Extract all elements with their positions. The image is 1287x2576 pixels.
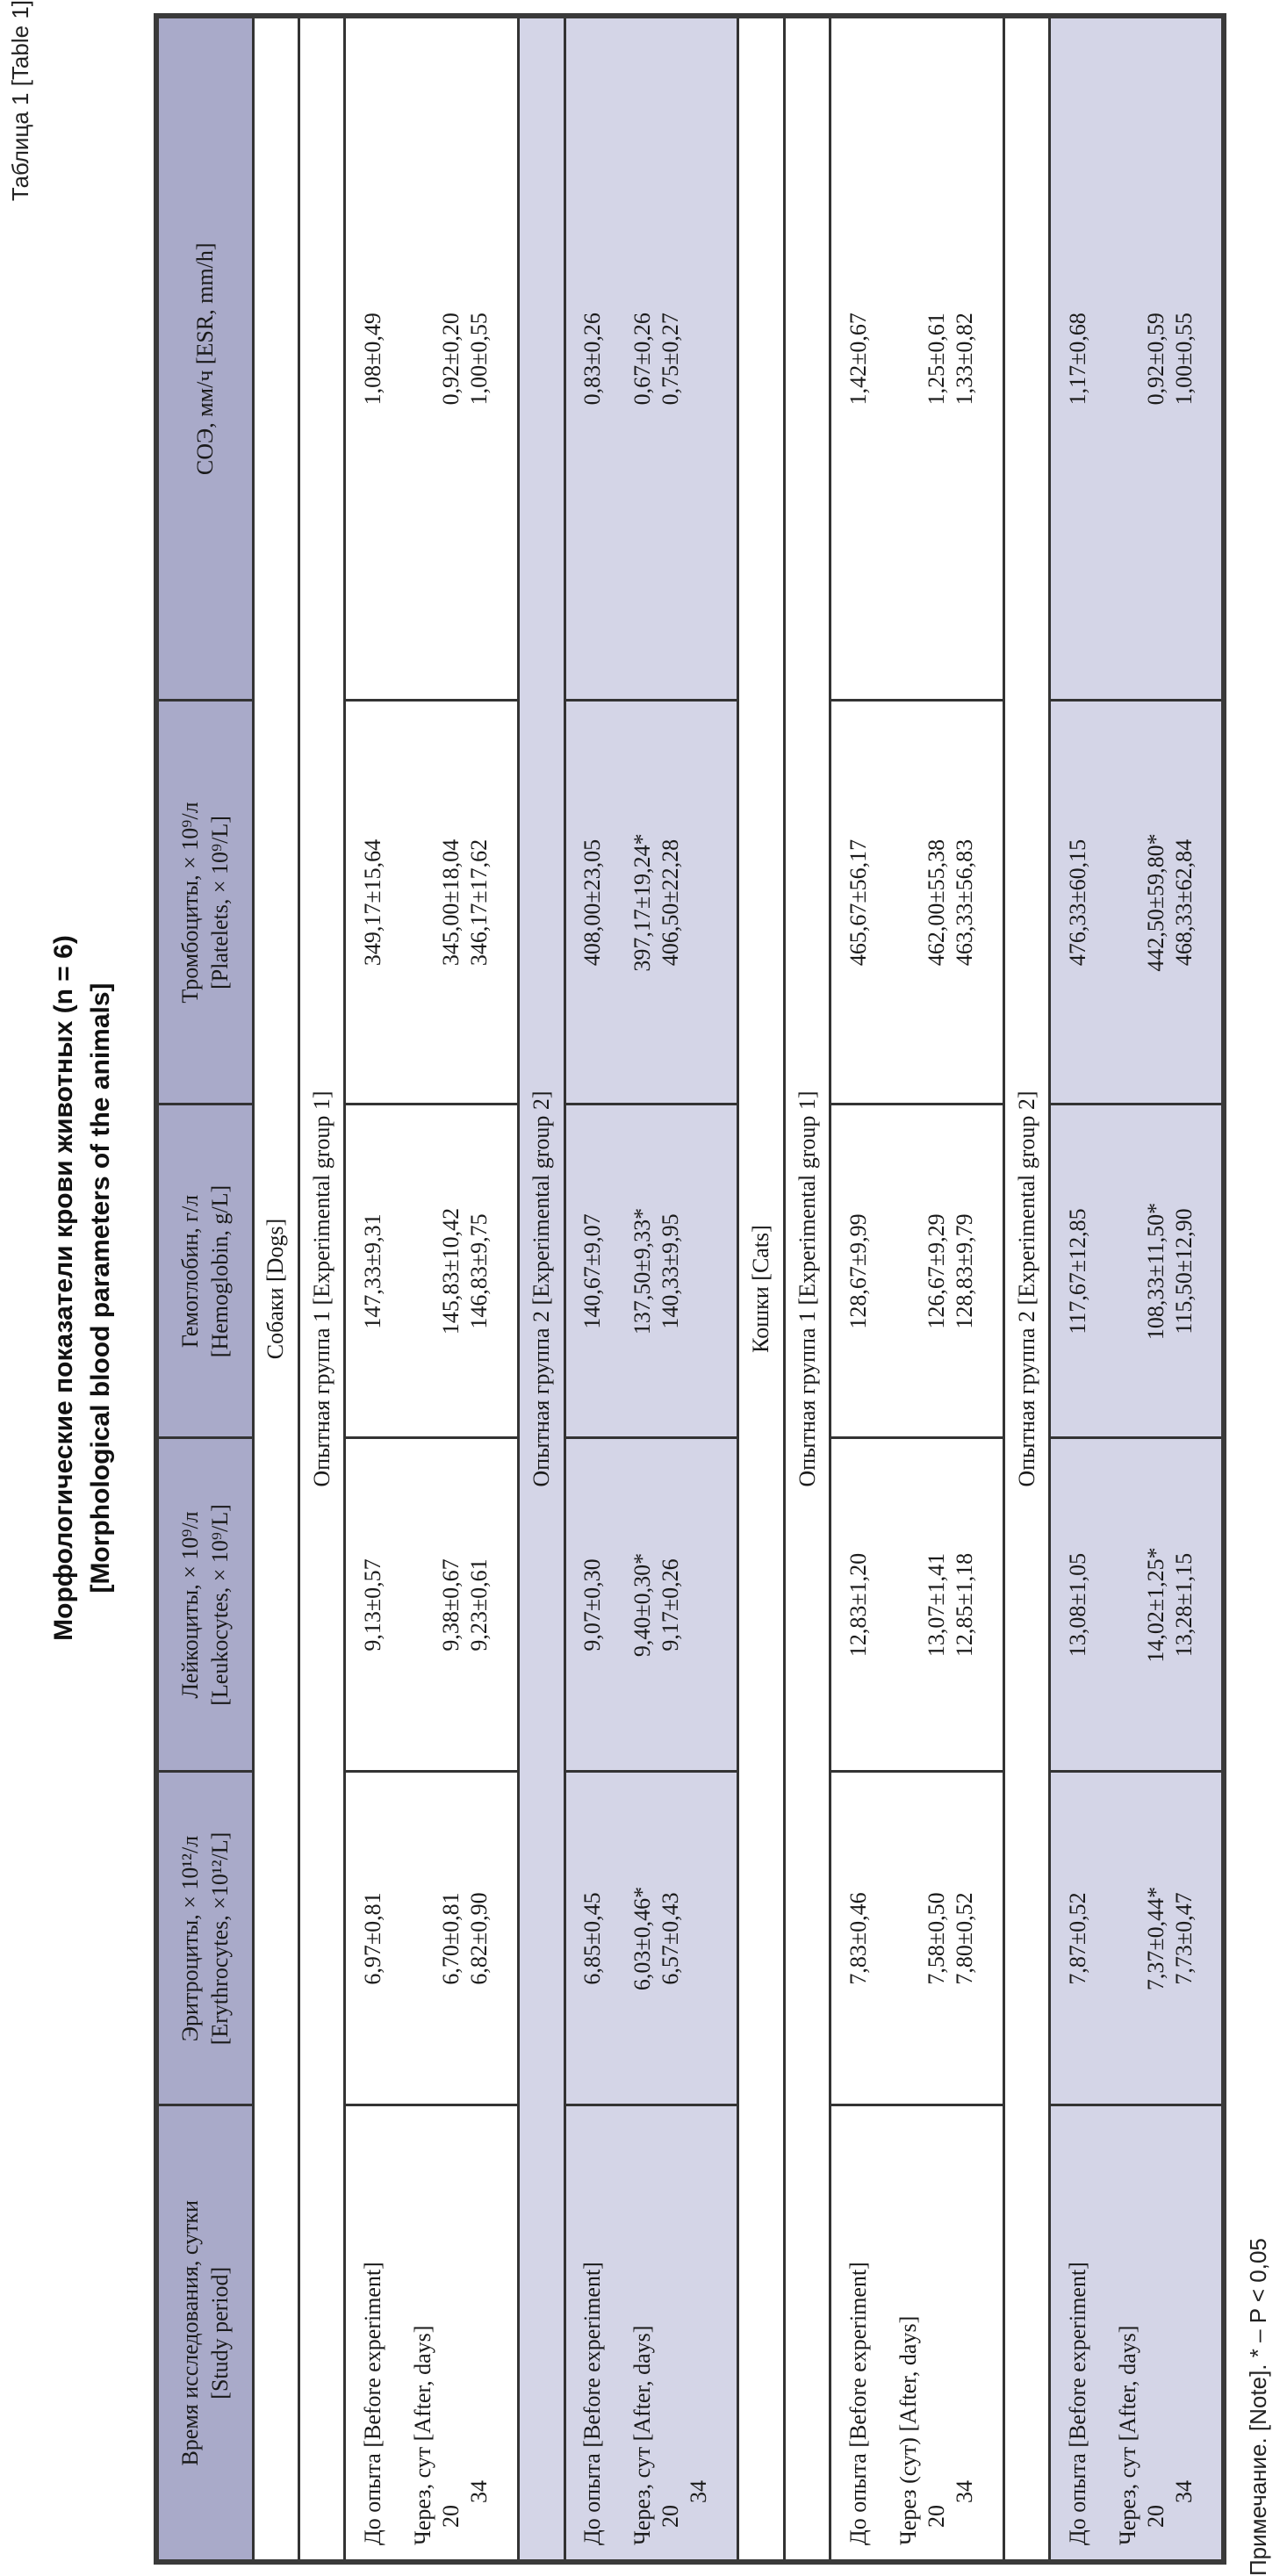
platelets-cell: 442,50±59,80* 468,33±62,84 — [1105, 701, 1224, 1105]
esr-cell: 1,17±0,68 — [1050, 16, 1105, 701]
erythrocytes-cell: 6,97±0,81 — [345, 1772, 400, 2105]
period-cell: До опыта [Before experiment] — [830, 2105, 886, 2562]
table-row — [830, 16, 886, 2562]
table-note: Примечание. [Note]. * – P < 0,05 — [1245, 2238, 1271, 2576]
table-row — [886, 16, 1004, 2562]
table-row — [400, 16, 519, 2562]
erythrocytes-cell: 7,83±0,46 — [830, 1772, 886, 2105]
leukocytes-cell: 13,07±1,41 12,85±1,18 — [886, 1438, 1004, 1772]
header-erythrocytes: Эритроциты, × 10¹²/л [Erythrocytes, ×10¹²/L] — [156, 1772, 253, 2105]
period-cell: До опыта [Before experiment] — [1050, 2105, 1105, 2562]
period-cell: Через, сут [After, days] 20 34 — [620, 2105, 738, 2562]
group-title: Опытная группа 1 [Experimental group 1] — [784, 16, 830, 2562]
table-row — [345, 16, 400, 2562]
hemoglobin-cell: 147,33±9,31 — [345, 1105, 400, 1438]
hemoglobin-cell: 137,50±9,33* 140,33±9,95 — [620, 1105, 738, 1438]
table-label: Таблица 1 [Table 1] — [7, 0, 33, 202]
leukocytes-cell: 14,02±1,25* 13,28±1,15 — [1105, 1438, 1224, 1772]
leukocytes-cell: 9,38±0,67 9,23±0,61 — [400, 1438, 519, 1772]
esr-cell: 1,25±0,61 1,33±0,82 — [886, 16, 1004, 701]
table-row — [620, 16, 738, 2562]
table-title-ru: Морфологические показатели крови животных (n = 6) — [49, 935, 78, 1641]
erythrocytes-cell: 6,70±0,81 6,82±0,90 — [400, 1772, 519, 2105]
esr-cell: 0,83±0,26 — [564, 16, 620, 701]
erythrocytes-cell: 6,85±0,45 — [564, 1772, 620, 2105]
group-row — [1004, 16, 1050, 2562]
hemoglobin-cell: 140,67±9,07 — [564, 1105, 620, 1438]
header-platelets: Тромбоциты, × 10⁹/л [Platelets, × 10⁹/L] — [156, 701, 253, 1105]
platelets-cell: 462,00±55,38 463,33±56,83 — [886, 701, 1004, 1105]
leukocytes-cell: 12,83±1,20 — [830, 1438, 886, 1772]
blood-parameters-table — [154, 13, 1226, 2565]
table-row — [564, 16, 620, 2562]
hemoglobin-cell: 108,33±11,50* 115,50±12,90 — [1105, 1105, 1224, 1438]
group-row — [298, 16, 344, 2562]
erythrocytes-cell: 7,37±0,44* 7,73±0,47 — [1105, 1772, 1224, 2105]
group-title: Опытная группа 2 [Experimental group 2] — [519, 16, 564, 2562]
period-cell: До опыта [Before experiment] — [345, 2105, 400, 2562]
group-title: Опытная группа 2 [Experimental group 2] — [1004, 16, 1050, 2562]
esr-cell: 1,42±0,67 — [830, 16, 886, 701]
platelets-cell: 397,17±19,24* 406,50±22,28 — [620, 701, 738, 1105]
esr-cell: 0,92±0,59 1,00±0,55 — [1105, 16, 1224, 701]
group-title: Опытная группа 1 [Experimental group 1] — [298, 16, 344, 2562]
esr-cell: 1,08±0,49 — [345, 16, 400, 701]
header-leukocytes: Лейкоциты, × 10⁹/л [Leukocytes, × 10⁹/L] — [156, 1438, 253, 1772]
section-title: Кошки [Cats] — [738, 16, 784, 2562]
hemoglobin-cell: 145,83±10,42 146,83±9,75 — [400, 1105, 519, 1438]
leukocytes-cell: 13,08±1,05 — [1050, 1438, 1105, 1772]
hemoglobin-cell: 117,67±12,85 — [1050, 1105, 1105, 1438]
group-row — [784, 16, 830, 2562]
platelets-cell: 349,17±15,64 — [345, 701, 400, 1105]
section-row-dogs — [253, 16, 298, 2562]
table-row — [1050, 16, 1105, 2562]
header-hemoglobin: Гемоглобин, г/л [Hemoglobin, g/L] — [156, 1105, 253, 1438]
leukocytes-cell: 9,07±0,30 — [564, 1438, 620, 1772]
header-row — [156, 16, 253, 2562]
erythrocytes-cell: 7,58±0,50 7,80±0,52 — [886, 1772, 1004, 2105]
table-title-en: [Morphological blood parameters of the animals] — [86, 982, 115, 1594]
header-period: Время исследования, сутки [Study period] — [156, 2105, 253, 2562]
section-title: Собаки [Dogs] — [253, 16, 298, 2562]
hemoglobin-cell: 128,67±9,99 — [830, 1105, 886, 1438]
erythrocytes-cell: 7,87±0,52 — [1050, 1772, 1105, 2105]
header-esr: СОЭ, мм/ч [ESR, mm/h] — [156, 16, 253, 701]
platelets-cell: 465,67±56,17 — [830, 701, 886, 1105]
esr-cell: 0,67±0,26 0,75±0,27 — [620, 16, 738, 701]
leukocytes-cell: 9,13±0,57 — [345, 1438, 400, 1772]
group-row — [519, 16, 564, 2562]
platelets-cell: 345,00±18,04 346,17±17,62 — [400, 701, 519, 1105]
period-cell: Через, сут [After, days] 20 34 — [1105, 2105, 1224, 2562]
table-row — [1105, 16, 1224, 2562]
esr-cell: 0,92±0,20 1,00±0,55 — [400, 16, 519, 701]
erythrocytes-cell: 6,03±0,46* 6,57±0,43 — [620, 1772, 738, 2105]
hemoglobin-cell: 126,67±9,29 128,83±9,79 — [886, 1105, 1004, 1438]
platelets-cell: 476,33±60,15 — [1050, 701, 1105, 1105]
platelets-cell: 408,00±23,05 — [564, 701, 620, 1105]
leukocytes-cell: 9,40±0,30* 9,17±0,26 — [620, 1438, 738, 1772]
period-cell: Через, сут [After, days] 20 34 — [400, 2105, 519, 2562]
section-row-cats — [738, 16, 784, 2562]
period-cell: До опыта [Before experiment] — [564, 2105, 620, 2562]
period-cell: Через (сут) [After, days] 20 34 — [886, 2105, 1004, 2562]
